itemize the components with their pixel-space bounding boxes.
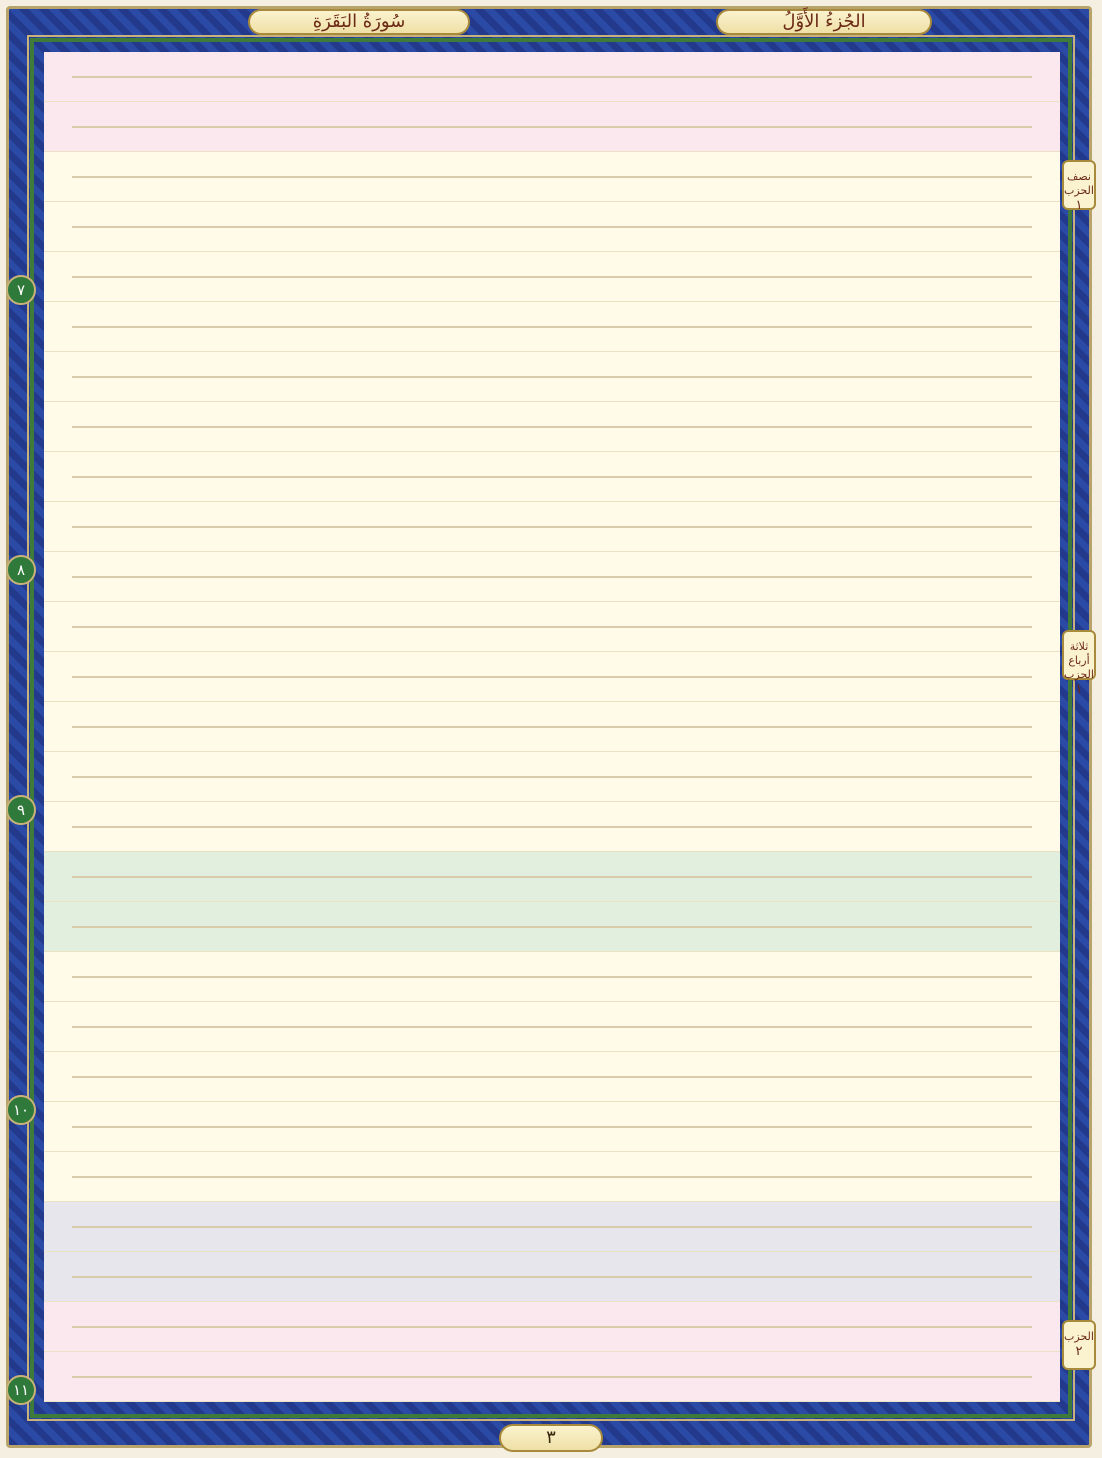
line-placeholder <box>72 1226 1032 1228</box>
text-panel <box>44 52 1060 1402</box>
line-placeholder <box>72 1026 1032 1028</box>
line-placeholder <box>72 76 1032 78</box>
line-placeholder <box>72 876 1032 878</box>
text-line <box>44 602 1060 652</box>
text-line <box>44 1302 1060 1352</box>
text-line <box>44 152 1060 202</box>
hizb-marker <box>1062 630 1096 697</box>
text-line <box>44 502 1060 552</box>
text-line <box>44 902 1060 952</box>
line-placeholder <box>72 576 1032 578</box>
text-line <box>44 52 1060 102</box>
line-placeholder <box>72 1276 1032 1278</box>
text-line <box>44 1252 1060 1302</box>
margin-marker: ٧ <box>6 275 36 305</box>
line-placeholder <box>72 426 1032 428</box>
line-placeholder <box>72 326 1032 328</box>
line-placeholder <box>72 1376 1032 1378</box>
margin-marker: ٩ <box>6 795 36 825</box>
text-line <box>44 452 1060 502</box>
line-placeholder <box>72 1326 1032 1328</box>
text-line <box>44 852 1060 902</box>
page-number: ٣ <box>499 1424 603 1452</box>
text-line <box>44 252 1060 302</box>
text-line <box>44 1152 1060 1202</box>
hizb-marker <box>1062 160 1096 213</box>
text-line <box>44 102 1060 152</box>
hizb-label: ثلاثة أرباع الحزب <box>1064 640 1094 681</box>
hizb-label: الحزب <box>1064 1330 1094 1343</box>
line-placeholder <box>72 276 1032 278</box>
text-line <box>44 202 1060 252</box>
line-placeholder <box>72 526 1032 528</box>
line-placeholder <box>72 126 1032 128</box>
line-placeholder <box>72 226 1032 228</box>
line-placeholder <box>72 676 1032 678</box>
text-line <box>44 552 1060 602</box>
surah-name-header: سُورَةُ البَقَرَةِ <box>248 9 470 35</box>
line-placeholder <box>72 826 1032 828</box>
hizb-label: نصف الحزب <box>1064 170 1094 197</box>
line-placeholder <box>72 726 1032 728</box>
text-line <box>44 302 1060 352</box>
text-line <box>44 1202 1060 1252</box>
line-placeholder <box>72 1176 1032 1178</box>
hizb-number: ١ <box>1075 198 1083 213</box>
text-line <box>44 1002 1060 1052</box>
line-placeholder <box>72 776 1032 778</box>
line-placeholder <box>72 1126 1032 1128</box>
line-placeholder <box>72 976 1032 978</box>
text-line <box>44 1352 1060 1402</box>
line-placeholder <box>72 926 1032 928</box>
margin-marker: ٨ <box>6 555 36 585</box>
text-line <box>44 1052 1060 1102</box>
text-line <box>44 1102 1060 1152</box>
line-placeholder <box>72 476 1032 478</box>
text-line <box>44 752 1060 802</box>
juz-name-header: الجُزءُ الأَوَّلُ <box>716 9 932 35</box>
text-line <box>44 352 1060 402</box>
margin-marker: ١١ <box>6 1375 36 1405</box>
hizb-number: ٢ <box>1075 1344 1083 1359</box>
line-placeholder <box>72 626 1032 628</box>
margin-marker: ١٠ <box>6 1095 36 1125</box>
text-line <box>44 402 1060 452</box>
hizb-marker <box>1062 1320 1096 1370</box>
hizb-number: ١ <box>1075 682 1083 697</box>
line-placeholder <box>72 1076 1032 1078</box>
line-placeholder <box>72 376 1032 378</box>
text-line <box>44 652 1060 702</box>
line-placeholder <box>72 176 1032 178</box>
text-line <box>44 702 1060 752</box>
text-line <box>44 952 1060 1002</box>
text-line <box>44 802 1060 852</box>
